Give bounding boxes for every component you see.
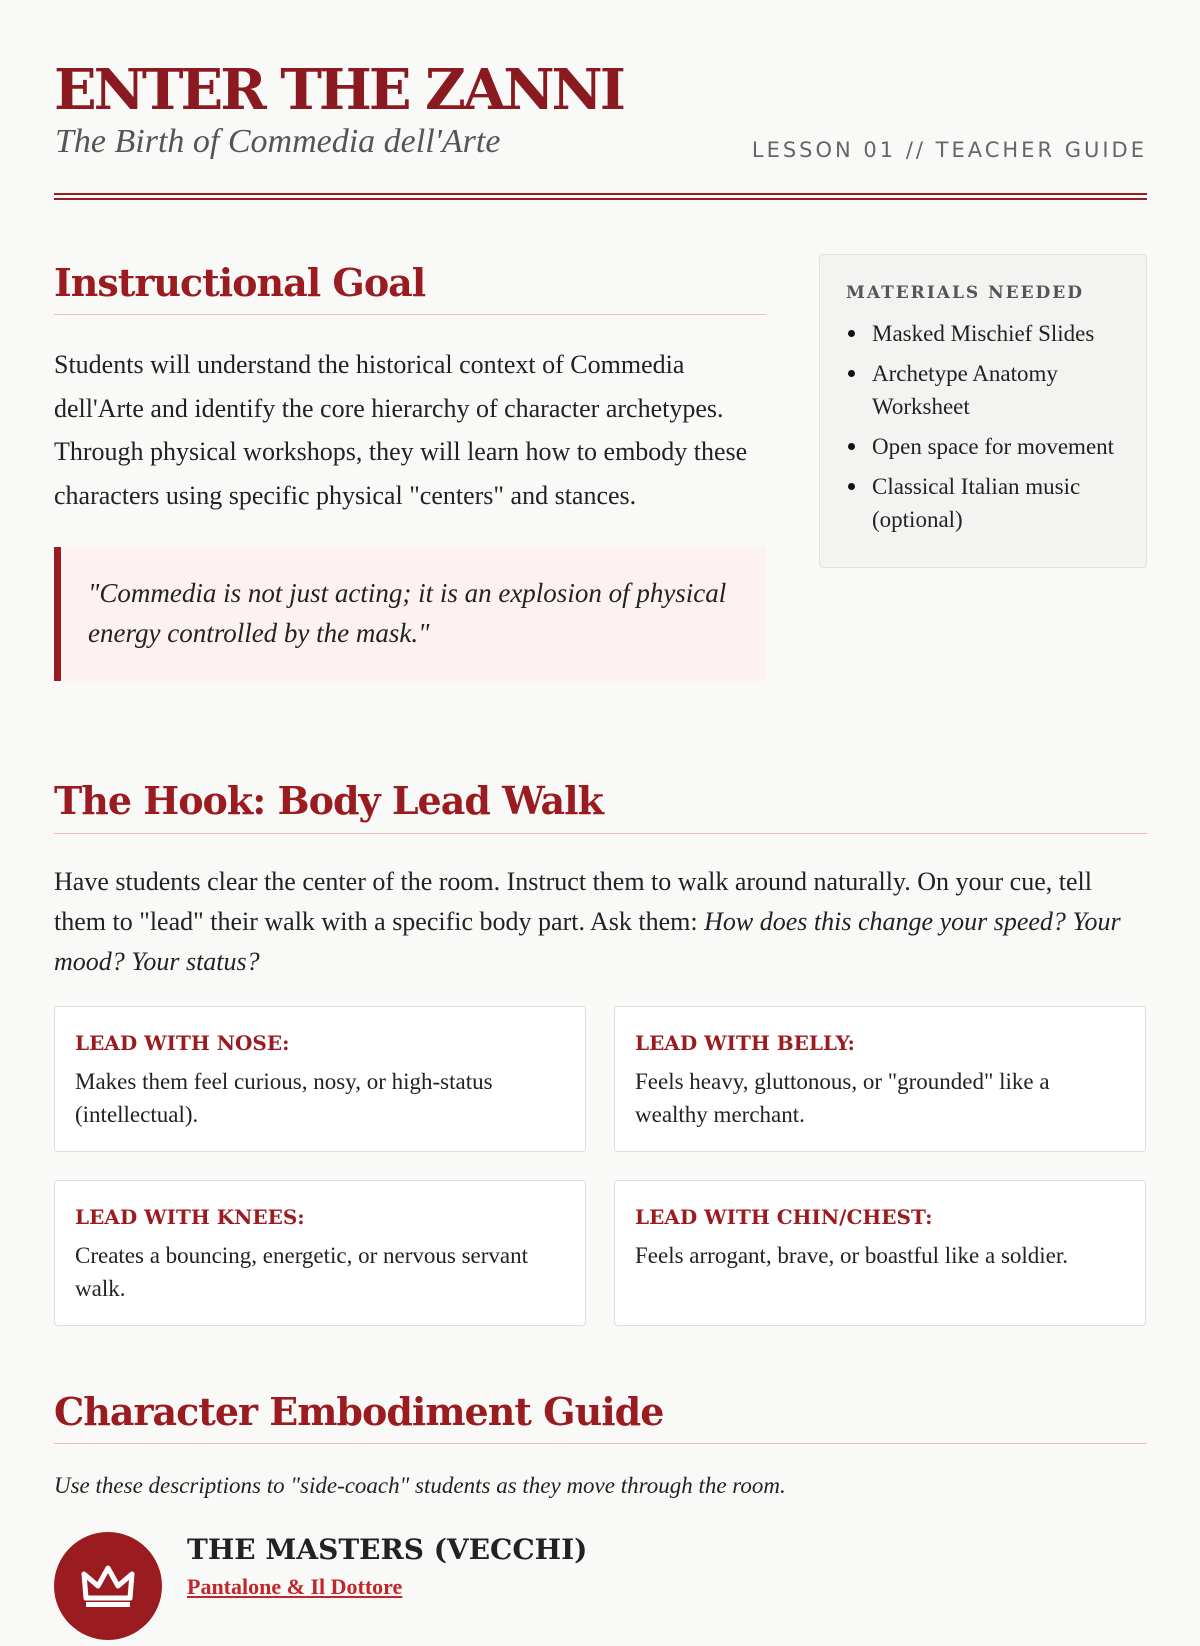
materials-item: Masked Mischief Slides: [846, 317, 1120, 350]
lesson-page: [54, 0, 1147, 1599]
page-title: ENTER THE ZANNI: [54, 57, 623, 123]
materials-list: [846, 317, 1120, 536]
materials-item: Archetype Anatomy Worksheet: [846, 357, 1120, 423]
header-rule-top: [54, 193, 1147, 195]
embodiment-heading: Character Embodiment Guide: [54, 1389, 664, 1434]
embodiment-section: [54, 1384, 1147, 1646]
character-group-masters: [54, 1526, 1147, 1646]
goal-quote: "Commedia is not just acting; it is an explosion of physical energy controlled by the mask.": [54, 547, 766, 681]
character-group-link[interactable]: Pantalone & Il Dottore: [187, 1574, 403, 1599]
hook-heading: The Hook: Body Lead Walk: [54, 778, 603, 823]
card-lead-nose: [54, 1006, 586, 1152]
goal-heading: Instructional Goal: [54, 260, 426, 305]
hook-text: [54, 862, 1147, 982]
goal-heading-divider: [54, 314, 766, 315]
goal-text: Students will understand the historical context of Commedia dell'Arte and identify the core hierarchy of character archetypes. Through physical workshops, they will learn how to embody these characters using specific physical "centers" and stances.: [54, 350, 748, 510]
page-subtitle: The Birth of Commedia dell'Arte: [55, 123, 501, 160]
body-lead-cards: [54, 1006, 1147, 1326]
character-group-title: THE MASTERS (VECCHI): [187, 1533, 588, 1566]
embodiment-intro: Use these descriptions to "side-coach" students as they move through the room.: [54, 1473, 786, 1498]
header-rule-bottom: [54, 198, 1147, 200]
card-description: Feels heavy, gluttonous, or "grounded" like a wealthy merchant.: [635, 1069, 1050, 1127]
card-lead-knees: [54, 1180, 586, 1326]
lesson-label: LESSON 01 // TEACHER GUIDE: [751, 138, 1147, 162]
hook-section: [54, 774, 1147, 1326]
materials-title: MATERIALS NEEDED: [846, 283, 1085, 303]
card-description: Makes them feel curious, nosy, or high-status (intellectual).: [75, 1069, 493, 1127]
materials-box: [819, 254, 1147, 568]
card-title: LEAD WITH BELLY:: [635, 1031, 855, 1055]
card-lead-belly: [614, 1006, 1146, 1152]
materials-item: Open space for movement: [846, 430, 1120, 463]
card-title: LEAD WITH CHIN/CHEST:: [635, 1205, 933, 1229]
hook-question: How does this change your speed? Your mood? Your status?: [54, 907, 1121, 976]
hook-instructions: Have students clear the center of the room. Instruct them to walk around naturally. On your cue, tell them to "lead" their walk with a specific body part. Ask them:: [54, 867, 1092, 936]
materials-item: Classical Italian music (optional): [846, 470, 1120, 536]
card-description: Feels arrogant, brave, or boastful like a soldier.: [635, 1243, 1069, 1268]
card-title: LEAD WITH KNEES:: [75, 1205, 305, 1229]
card-description: Creates a bouncing, energetic, or nervous servant walk.: [75, 1243, 529, 1301]
card-lead-chin-chest: [614, 1180, 1146, 1326]
hook-heading-divider: [54, 833, 1147, 834]
card-title: LEAD WITH NOSE:: [75, 1031, 290, 1055]
crown-icon: [54, 1532, 162, 1640]
header: [54, 0, 1147, 200]
instructional-goal-section: [54, 258, 766, 681]
embodiment-heading-divider: [54, 1443, 1147, 1444]
